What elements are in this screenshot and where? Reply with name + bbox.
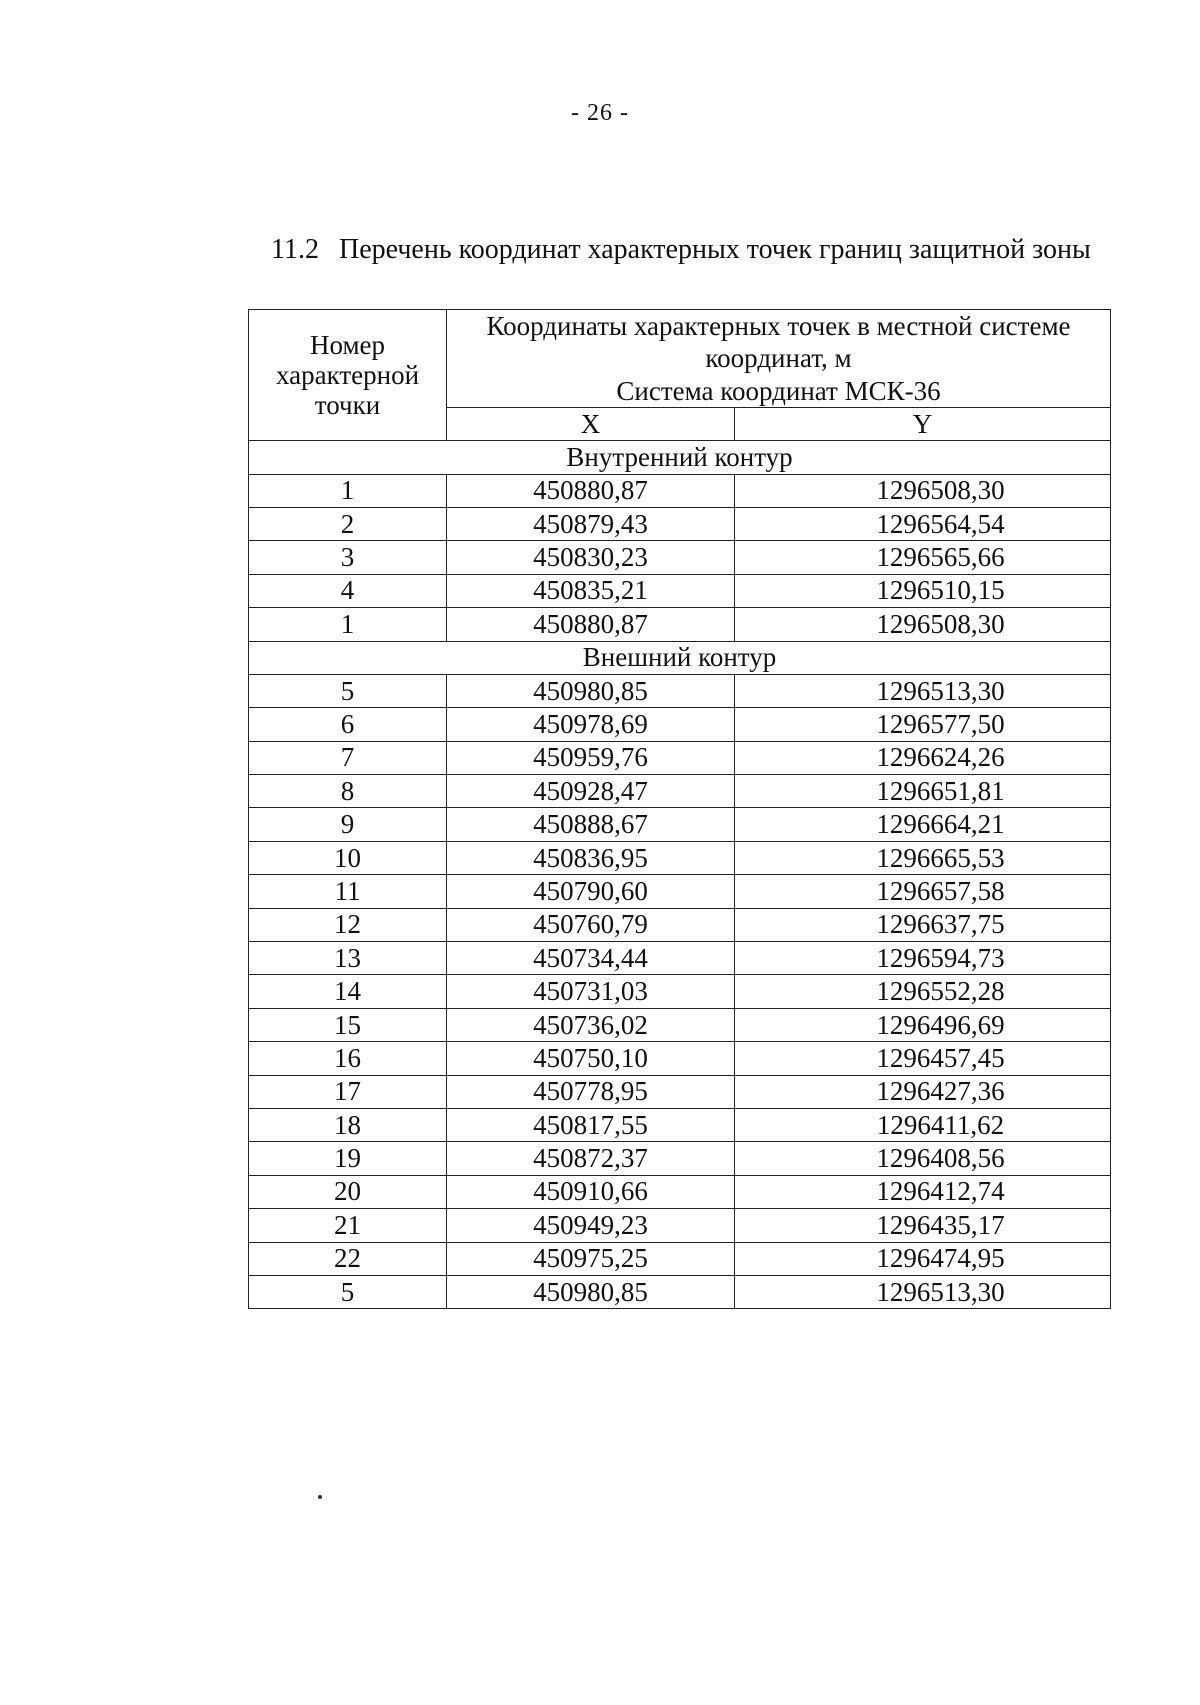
point-number-cell: 4 — [249, 574, 447, 607]
y-coordinate-cell: 1296457,45 — [735, 1042, 1111, 1075]
group-title: Внутренний контур — [249, 441, 1111, 474]
y-coordinate-cell: 1296474,95 — [735, 1242, 1111, 1275]
x-coordinate-cell: 450880,87 — [447, 474, 735, 507]
x-coordinate-cell: 450978,69 — [447, 708, 735, 741]
x-coordinate-cell: 450736,02 — [447, 1008, 735, 1041]
x-coordinate-cell: 450760,79 — [447, 908, 735, 941]
table-row — [249, 775, 1111, 808]
point-number-cell: 12 — [249, 908, 447, 941]
table-row — [249, 708, 1111, 741]
y-coordinate-cell: 1296657,58 — [735, 875, 1111, 908]
y-coordinate-cell: 1296508,30 — [735, 608, 1111, 641]
table-row — [249, 875, 1111, 908]
y-coordinate-cell: 1296577,50 — [735, 708, 1111, 741]
x-coordinate-cell: 450980,85 — [447, 674, 735, 707]
table-row — [249, 741, 1111, 774]
point-number-cell: 1 — [249, 474, 447, 507]
y-coordinate-cell: 1296564,54 — [735, 507, 1111, 540]
x-coordinate-cell: 450888,67 — [447, 808, 735, 841]
y-coordinate-cell: 1296496,69 — [735, 1008, 1111, 1041]
point-number-cell: 20 — [249, 1175, 447, 1208]
x-coordinate-cell: 450880,87 — [447, 608, 735, 641]
x-coordinate-cell: 450790,60 — [447, 875, 735, 908]
group-row — [249, 441, 1111, 474]
point-number-cell: 17 — [249, 1075, 447, 1108]
x-coordinate-cell: 450734,44 — [447, 942, 735, 975]
x-coordinate-cell: 450928,47 — [447, 775, 735, 808]
point-number-cell: 15 — [249, 1008, 447, 1041]
table-row — [249, 507, 1111, 540]
point-number-cell: 22 — [249, 1242, 447, 1275]
point-number-cell: 13 — [249, 942, 447, 975]
point-header-line: точки — [314, 390, 381, 421]
section-number: 11.2 — [271, 234, 319, 265]
y-coordinate-cell: 1296411,62 — [735, 1108, 1111, 1141]
x-coordinate-cell: 450835,21 — [447, 574, 735, 607]
coords-header-line: Координаты характерных точек в местной системе — [486, 311, 1071, 341]
table-row — [249, 841, 1111, 874]
table-row — [249, 1042, 1111, 1075]
table-row — [249, 1275, 1111, 1308]
table-row — [249, 1008, 1111, 1041]
y-coordinate-cell: 1296665,53 — [735, 841, 1111, 874]
x-coordinate-cell: 450817,55 — [447, 1108, 735, 1141]
coordinates-table — [248, 309, 1111, 1309]
point-number-header — [249, 310, 447, 441]
y-coordinate-cell: 1296408,56 — [735, 1142, 1111, 1175]
table-row — [249, 942, 1111, 975]
table-row — [249, 674, 1111, 707]
point-header-line: характерной — [275, 359, 420, 390]
point-number-cell: 14 — [249, 975, 447, 1008]
table-row — [249, 474, 1111, 507]
section-title: Перечень координат характерных точек границ защитной зоны — [338, 234, 1091, 265]
point-number-cell: 21 — [249, 1209, 447, 1242]
point-number-cell: 5 — [249, 1275, 447, 1308]
section-heading — [271, 234, 1091, 266]
table-row — [249, 975, 1111, 1008]
table-row — [249, 1175, 1111, 1208]
y-coordinate-cell: 1296664,21 — [735, 808, 1111, 841]
y-coordinate-cell: 1296565,66 — [735, 541, 1111, 574]
x-coordinate-cell: 450975,25 — [447, 1242, 735, 1275]
y-coordinate-cell: 1296510,15 — [735, 574, 1111, 607]
y-coordinate-cell: 1296624,26 — [735, 741, 1111, 774]
coordinates-header — [447, 310, 1111, 408]
table-row — [249, 541, 1111, 574]
point-number-cell: 1 — [249, 608, 447, 641]
x-coordinate-cell: 450830,23 — [447, 541, 735, 574]
table-row — [249, 574, 1111, 607]
point-number-cell: 7 — [249, 741, 447, 774]
x-coordinate-cell: 450778,95 — [447, 1075, 735, 1108]
x-coordinate-cell: 450836,95 — [447, 841, 735, 874]
x-column-header: X — [447, 408, 735, 441]
group-row — [249, 641, 1111, 674]
point-number-cell: 5 — [249, 674, 447, 707]
group-title: Внешний контур — [249, 641, 1111, 674]
point-number-cell: 18 — [249, 1108, 447, 1141]
y-coordinate-cell: 1296412,74 — [735, 1175, 1111, 1208]
point-number-cell: 9 — [249, 808, 447, 841]
point-number-cell: 11 — [249, 875, 447, 908]
point-number-cell: 3 — [249, 541, 447, 574]
y-coordinate-cell: 1296594,73 — [735, 942, 1111, 975]
y-coordinate-cell: 1296637,75 — [735, 908, 1111, 941]
y-coordinate-cell: 1296508,30 — [735, 474, 1111, 507]
x-coordinate-cell: 450910,66 — [447, 1175, 735, 1208]
ink-dot — [318, 1495, 322, 1499]
table-row — [249, 608, 1111, 641]
y-coordinate-cell: 1296427,36 — [735, 1075, 1111, 1108]
point-number-cell: 2 — [249, 507, 447, 540]
y-coordinate-cell: 1296513,30 — [735, 674, 1111, 707]
x-coordinate-cell: 450750,10 — [447, 1042, 735, 1075]
x-coordinate-cell: 450731,03 — [447, 975, 735, 1008]
coordinates-body — [249, 441, 1111, 1309]
coords-header-line: Система координат МСК-36 — [616, 375, 941, 406]
x-coordinate-cell: 450959,76 — [447, 741, 735, 774]
x-coordinate-cell: 450879,43 — [447, 507, 735, 540]
point-number-cell: 10 — [249, 841, 447, 874]
table-row — [249, 1142, 1111, 1175]
x-coordinate-cell: 450980,85 — [447, 1275, 735, 1308]
table-row — [249, 1209, 1111, 1242]
y-coordinate-cell: 1296435,17 — [735, 1209, 1111, 1242]
point-number-cell: 6 — [249, 708, 447, 741]
point-number-cell: 8 — [249, 775, 447, 808]
point-number-cell: 19 — [249, 1142, 447, 1175]
coords-header-line: координат, м — [705, 343, 852, 374]
page-number: - 26 - — [571, 100, 629, 126]
y-coordinate-cell: 1296651,81 — [735, 775, 1111, 808]
table-row — [249, 1108, 1111, 1141]
y-coordinate-cell: 1296513,30 — [735, 1275, 1111, 1308]
x-coordinate-cell: 450872,37 — [447, 1142, 735, 1175]
point-header-line: Номер — [309, 329, 386, 360]
table-row — [249, 1075, 1111, 1108]
y-coordinate-cell: 1296552,28 — [735, 975, 1111, 1008]
table-row — [249, 1242, 1111, 1275]
y-column-header: Y — [735, 408, 1111, 441]
table-row — [249, 908, 1111, 941]
x-coordinate-cell: 450949,23 — [447, 1209, 735, 1242]
table-row — [249, 808, 1111, 841]
point-number-cell: 16 — [249, 1042, 447, 1075]
